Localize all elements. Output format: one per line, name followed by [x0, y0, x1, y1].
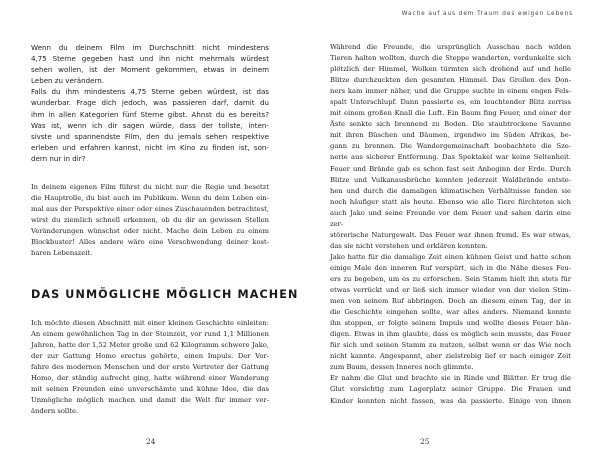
text-line: Homo, der ständig aufrecht ging, hatte während einer Wanderung	[31, 374, 269, 383]
text-line: etwas verrückt und er ließ sich immer wieder von der vielen Stim-	[330, 286, 571, 295]
text-line: Glut vorsichtig zum Lagerplatz seiner Gruppe. Die Frauen und	[330, 385, 571, 394]
page-number-right: 25	[420, 437, 430, 446]
text-line: Tieren halten wollten, durch die Steppe wanderten, verdunkelte sich	[330, 54, 571, 63]
text-line: zum Baum, dessen Inneres noch glimmte.	[330, 363, 474, 372]
text-line: die Hauptrolle, du bist auch im Publikum. Wenn du dein Leben ein-	[31, 194, 269, 203]
text-line: störerische Naturgewalt. Das Feuer war ihnen fremd. Es war etwas,	[330, 230, 571, 239]
text-line: digen. Etwas in ihm glaubte, dass es möglich sein musste, das Feuer	[330, 330, 571, 339]
text-line: noch häufiger statt als heute. Ebenso wie alle Tiere fürchteten sich	[330, 197, 571, 206]
text-line: Äste senkte sich brennend zu Boden. Die staubtrockene Savanne	[330, 120, 571, 129]
text-line: sehen wollen, ist der Moment gekommen, etwas in deinem	[31, 65, 269, 75]
text-line: hen und durch die damaligen klimatischen Verhältnisse fanden sie	[330, 186, 571, 195]
text-line: Kinder konnten nicht fassen, was da passierte. Einige von ihnen	[330, 396, 571, 405]
text-line: mal aus der Perspektive einer oder eines Zuschauenden betrachtest,	[31, 205, 269, 214]
text-line: der zur Gattung Homo erectus gehörte, einen Impuls. Der Vor-	[31, 352, 269, 361]
text-line: plötzlich der Himmel, Wolken türmten sich drohend auf und helle	[330, 65, 571, 74]
text-line: die Geschichte eingehen sollte, war alles anders. Niemand konnte	[330, 308, 571, 317]
text-line: nicht kannte. Angespannt, aber zielstrebig lief er nach einiger Zeit	[330, 352, 571, 361]
text-line: men von seinem Ruf abbringen. Doch an diesem einen Tag, der in	[330, 297, 571, 306]
text-line: spalt Unterschlupf. Dann passierte es, ein leuchtender Blitz zerriss	[330, 98, 571, 107]
text-line: Was ist, wenn ich dir sagen würde, dass der tollste, inten-	[31, 120, 269, 130]
text-line: mit seinen Freunden eine unverschämte und kühne Idee, die das	[31, 385, 269, 394]
text-line: nerie aus sicherer Entfernung. Das Spektakel war keine Seltenheit.	[330, 153, 571, 162]
text-line: wirst du ziemlich schnell erkennen, ob du dir an gewissen Stellen	[31, 216, 269, 225]
text-line: fahre des modernen Menschen und der erste Vertreter der Gattung	[31, 363, 269, 372]
text-line: Ich möchte diesen Abschnitt mit einer kleinen Geschichte einleiten:	[31, 319, 269, 327]
text-line: Wenn du deinem Film im Durchschnitt nicht mindestens	[31, 43, 269, 52]
text-line: In deinem eigenen Film führst du nicht nur die Regie und besetzt	[31, 183, 269, 191]
text-line: Jako hatte für die damalige Zeit einen kühnen Geist und hatte schon	[330, 252, 571, 261]
body-paragraph-film	[31, 182, 269, 259]
text-line: wunderbar. Frage dich jedoch, was passieren darf, damit du	[31, 98, 269, 108]
text-line: ihm in allen Kategorien fünf Sterne gibst. Ahnst du es bereits?	[31, 109, 269, 119]
page-number-left: 24	[146, 437, 156, 446]
text-line: gann zu brennen. Die Wandergemeinschaft beobachtete die Sze-	[330, 142, 571, 151]
text-line: Leben zu verändern.	[31, 76, 105, 86]
text-line: mit einem großen Knall die Luft. Ein Baum fing Feuer, und einer der	[330, 109, 571, 118]
text-line: Blitze und Vulkanausbrüche konnten jederzeit Waldbrände entste-	[330, 175, 571, 184]
text-line: Feuer und Brände gab es schon fast seit Anbeginn der Erde. Durch	[330, 164, 571, 173]
text-line: für sich und seinen Stamm zu nutzen, selbst wenn er das Wie noch	[330, 341, 571, 350]
text-line: Jahren, hatte der 1,52 Meter große und 62 Kilogramm schwere Jako,	[31, 341, 269, 350]
text-line: einige Male den inneren Ruf verspürt, sich in die Nähe dieses Feu-	[330, 263, 571, 272]
text-line: 4,75 Sterne gegeben hast und ihn nicht mehrmals würdest	[31, 54, 269, 64]
text-line: Unmögliche möglich machen und damit die Welt für immer ver-	[31, 396, 269, 405]
text-line: sivste und spannendste Film, den du jemals sehen respektive	[31, 131, 269, 141]
text-line: dern nur in dir?	[31, 153, 86, 163]
text-line: Falls du ihm mindestens 4,75 Sterne geben würdest, ist das	[31, 87, 269, 97]
text-line: baren Lebenszeit.	[31, 249, 93, 258]
text-line: ihn stoppen, er folgte seinem Impuls und wollte dieses Feuer bän-	[330, 319, 571, 328]
text-line: mit ihren Büschen und Bäumen, irgendwo im Süden Afrikas, be-	[330, 131, 571, 140]
text-line: das sie nicht verstehen und erklären konnten.	[330, 241, 488, 250]
text-line: Während die Freunde, die ursprünglich Ausschau nach wilden	[330, 43, 571, 51]
running-header: Wache auf aus dem Traum des ewigen Lebens	[401, 11, 573, 17]
text-line: Blitze durchzuckten den gesamten Himmel. Das Grollen des Don-	[330, 76, 571, 85]
text-line: ners kam immer näher, und die Gruppe suchte in einem engen Fels-	[330, 87, 571, 96]
right-page	[300, 0, 600, 467]
body-text-right	[330, 42, 571, 407]
text-line: Veränderungen wünschst oder nicht. Mache dein Leben zu einem	[31, 227, 269, 236]
section-heading: DAS UNMÖGLICHE MÖGLICH MACHEN	[31, 288, 299, 301]
intro-paragraph	[31, 42, 269, 164]
text-line: ändern sollte.	[31, 407, 79, 416]
text-line: Blockbuster! Alles andere wäre eine Verschwendung deiner kost-	[31, 238, 269, 247]
text-line: erleben und erfahren kannst, nicht im Kino zu finden ist, son-	[31, 142, 269, 152]
text-line: ers zu begeben, um es zu erforschen. Sein Stamm hielt ihn stets für	[330, 274, 571, 283]
text-line: An einem gewöhnlichen Tag in der Steinzeit, vor rund 1,1 Millionen	[31, 330, 269, 339]
text-line: auch Jako und seine Freunde vor dem Feuer und sahen darin eine zer-	[330, 208, 571, 228]
body-paragraph-story	[31, 318, 269, 417]
text-line: Er nahm die Glut und brachte sie in Rinde und Blätter. Er trug die	[330, 374, 571, 383]
